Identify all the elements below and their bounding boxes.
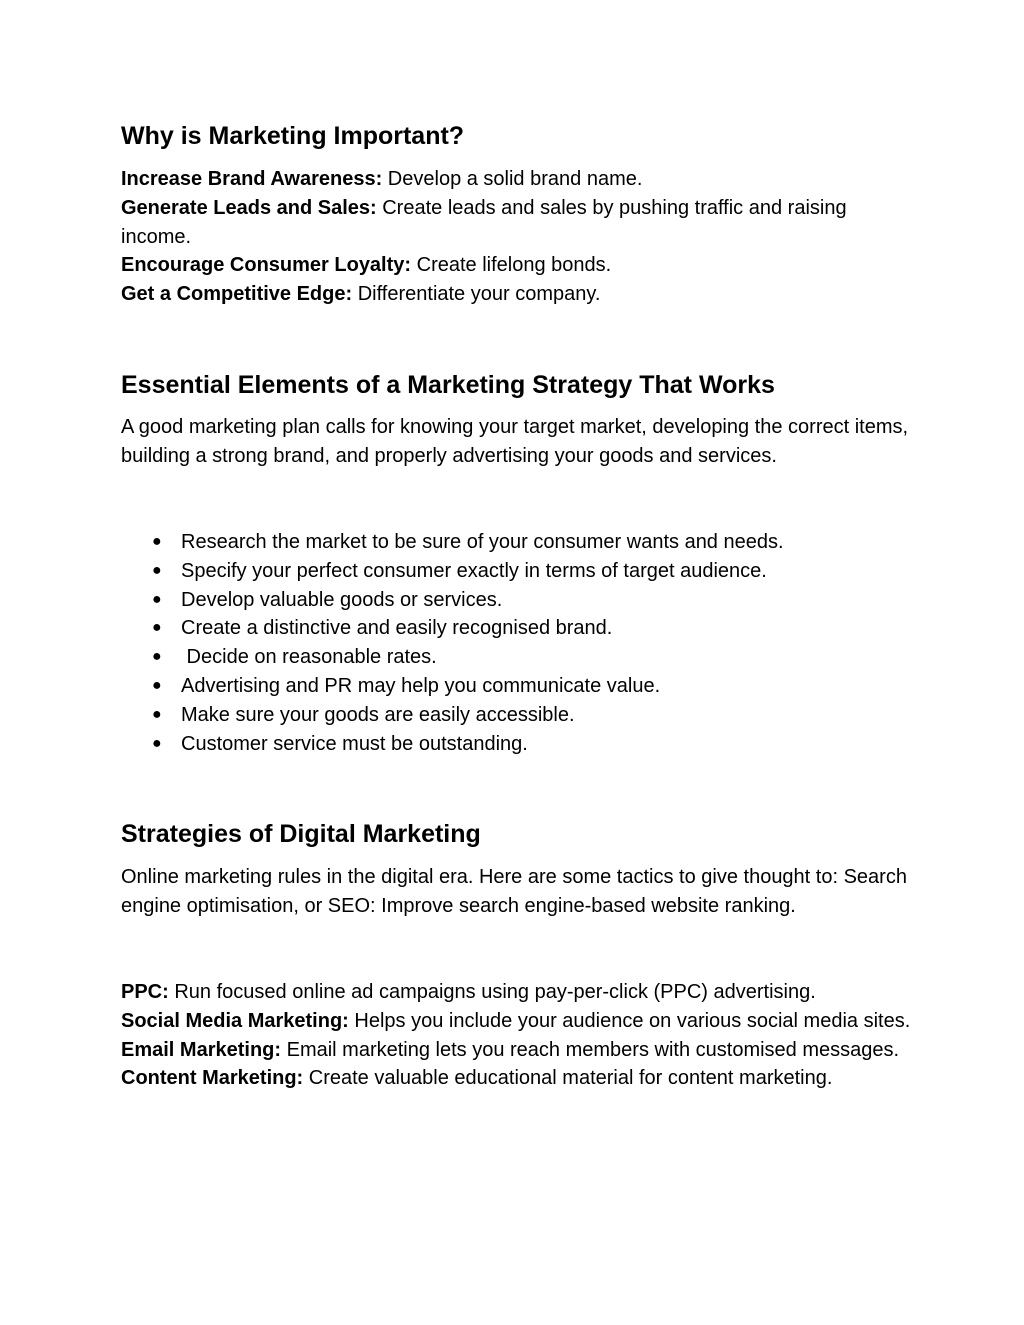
benefit-term: Increase Brand Awareness: bbox=[121, 168, 383, 190]
benefit-term: Generate Leads and Sales: bbox=[121, 196, 377, 219]
digital-tactics-list bbox=[121, 978, 911, 1093]
benefit-item bbox=[121, 280, 911, 309]
list-item bbox=[121, 730, 784, 759]
benefit-item bbox=[121, 194, 911, 252]
list-item-text: Make sure your goods are easily accessible. bbox=[181, 703, 575, 726]
benefit-term: Encourage Consumer Loyalty: bbox=[121, 254, 412, 277]
bullet-icon: ● bbox=[152, 734, 162, 752]
list-item-text: Develop valuable goods or services. bbox=[181, 588, 503, 611]
bullet-icon: ● bbox=[152, 561, 162, 579]
section-intro-paragraph: A good marketing plan calls for knowing your target market, developing the correct items, building a strong brand, and properly advertising your goods and services. bbox=[121, 416, 909, 467]
section-heading-why-marketing: Why is Marketing Important? bbox=[121, 122, 465, 150]
list-item-text: Research the market to be sure of your consumer wants and needs. bbox=[181, 531, 784, 553]
benefit-text: Create leads and sales by pushing traffic and raising income. bbox=[121, 196, 847, 248]
list-item-text: Customer service must be outstanding. bbox=[181, 732, 528, 755]
benefit-text: Develop a solid brand name. bbox=[382, 168, 643, 190]
bullet-icon: ● bbox=[152, 705, 162, 723]
list-item-text: Decide on reasonable rates. bbox=[181, 646, 437, 669]
tactic-term: Content Marketing: bbox=[121, 1067, 304, 1090]
strategy-bullet-list bbox=[121, 528, 784, 758]
list-item-text: Specify your perfect consumer exactly in terms of target audience. bbox=[181, 559, 767, 582]
list-item-text: Create a distinctive and easily recognised brand. bbox=[181, 617, 613, 640]
list-item-text: Advertising and PR may help you communicate value. bbox=[181, 674, 661, 697]
list-item bbox=[121, 643, 784, 672]
bullet-icon: ● bbox=[152, 533, 162, 550]
list-item bbox=[121, 557, 784, 586]
tactic-item bbox=[121, 1064, 911, 1093]
tactic-text: Helps you include your audience on various social media sites. bbox=[348, 1009, 911, 1032]
tactic-text: Run focused online ad campaigns using pay-per-click (PPC) advertising. bbox=[168, 981, 816, 1003]
tactic-item bbox=[121, 1007, 911, 1036]
list-item bbox=[121, 586, 784, 615]
bullet-icon: ● bbox=[152, 590, 162, 608]
benefit-term: Get a Competitive Edge: bbox=[121, 283, 353, 306]
benefit-text: Differentiate your company. bbox=[352, 283, 601, 306]
list-item bbox=[121, 701, 784, 730]
tactic-text: Create valuable educational material for content marketing. bbox=[303, 1067, 833, 1090]
section-heading-digital-strategies: Strategies of Digital Marketing bbox=[121, 820, 481, 848]
bullet-icon: ● bbox=[152, 648, 162, 666]
benefit-item bbox=[121, 251, 911, 280]
tactic-term: PPC: bbox=[121, 981, 169, 1003]
section-intro-paragraph: Online marketing rules in the digital era. Here are some tactics to give thought to: Search engine optimisation, or SEO: Improve search engine-based website ranking. bbox=[121, 866, 907, 917]
tactic-item bbox=[121, 978, 911, 1007]
list-item bbox=[121, 672, 784, 701]
list-item bbox=[121, 614, 784, 643]
section-heading-essential-elements: Essential Elements of a Marketing Strategy That Works bbox=[121, 371, 775, 399]
tactic-text: Email marketing lets you reach members with customised messages. bbox=[281, 1038, 900, 1061]
bullet-icon: ● bbox=[152, 619, 162, 637]
tactic-item bbox=[121, 1036, 911, 1065]
list-item bbox=[121, 528, 784, 557]
tactic-term: Social Media Marketing: bbox=[121, 1009, 349, 1032]
bullet-icon: ● bbox=[152, 676, 162, 694]
benefits-list bbox=[121, 165, 911, 309]
tactic-term: Email Marketing: bbox=[121, 1038, 282, 1061]
benefit-item bbox=[121, 165, 911, 194]
benefit-text: Create lifelong bonds. bbox=[411, 254, 612, 277]
